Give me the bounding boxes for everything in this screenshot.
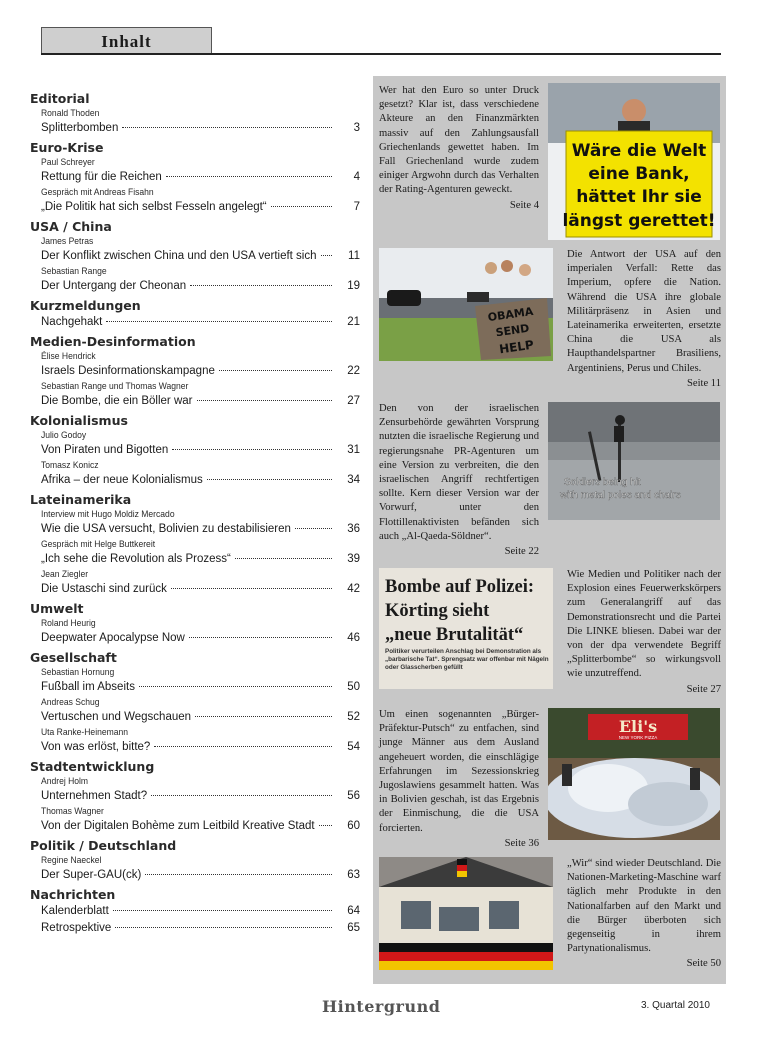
photo-flotilla [548, 402, 720, 520]
toc-page-number: 21 [347, 316, 360, 328]
teaser-page[interactable]: Seite 22 [504, 546, 539, 558]
toc-leader-dots [151, 795, 332, 796]
header-tab [41, 27, 212, 54]
toc-entry-title: „Die Politik hat sich selbst Fesseln angelegt“ [41, 201, 267, 213]
photo-obama-send-help [379, 248, 553, 361]
toc-leader-dots [115, 927, 332, 928]
toc-section-heading: Euro-Krise [30, 140, 104, 155]
toc-entry[interactable] [41, 363, 360, 380]
toc-page-number: 64 [347, 905, 360, 917]
toc-leader-dots [271, 206, 332, 207]
toc-section-heading: USA / China [30, 219, 112, 234]
toc-leader-dots [139, 686, 332, 687]
toc-entry[interactable] [41, 278, 360, 295]
toc-entry[interactable] [41, 551, 360, 568]
toc-author: Regine Naeckel [41, 855, 102, 865]
teaser-text: Den von der israelischen Zensurbehörde gewährten Vorsprung nutzten die israelische Regierung und regierungsnahe PR-Agenturen um eine Version zu verbreiten, die den israelischen Angriff rechtfertigen sollte. Kern dieser Version war der Vorwurf, unter den Flottillenaktivisten befänden sich auch „Al-Qaeda-Söldner“. [379, 403, 539, 542]
toc-entry[interactable] [41, 788, 360, 805]
toc-entry-title: Wie die USA versucht, Bolivien zu destabilisieren [41, 523, 291, 535]
toc-section-heading: Kolonialismus [30, 413, 128, 428]
toc-entry[interactable] [41, 314, 360, 331]
toc-author: Uta Ranke-Heinemann [41, 727, 129, 737]
toc-author: Tomasz Konicz [41, 460, 99, 470]
sign-line-3: hättet Ihr sie [576, 187, 702, 207]
toc-leader-dots [189, 637, 332, 638]
toc-page-number: 52 [347, 711, 360, 723]
toc-leader-dots [195, 716, 332, 717]
toc-page-number: 63 [347, 869, 360, 881]
toc-page-number: 65 [347, 922, 360, 934]
toc-page-number: 60 [347, 820, 360, 832]
header-rule [41, 53, 721, 55]
photo-riot [548, 708, 720, 840]
toc-leader-dots [145, 874, 332, 875]
toc-page-number: 56 [347, 790, 360, 802]
toc-page-number: 4 [353, 171, 360, 183]
toc-author: Andreas Schug [41, 697, 100, 707]
toc-page-number: 50 [347, 681, 360, 693]
header-title: Inhalt [101, 32, 152, 51]
toc-entry-title: Rettung für die Reichen [41, 171, 162, 183]
teaser-page[interactable]: Seite 50 [686, 958, 721, 970]
toc-entry[interactable] [41, 630, 360, 647]
obama-line-1: OBAMA [486, 304, 535, 325]
toc-entry-title: Kalenderblatt [41, 905, 109, 917]
toc-entry[interactable] [41, 818, 360, 835]
toc-page-number: 11 [348, 250, 360, 262]
toc-entry-title: Die Ustaschi sind zurück [41, 583, 167, 595]
toc-page-number: 42 [347, 583, 360, 595]
toc-entry-title: Israels Desinformationskampagne [41, 365, 215, 377]
toc-entry[interactable] [41, 867, 360, 884]
toc-leader-dots [219, 370, 332, 371]
toc-page-number: 3 [353, 122, 360, 134]
toc-page-number: 19 [347, 280, 360, 292]
toc-entry-title: Splitterbomben [41, 122, 119, 134]
toc-section-heading: Lateinamerika [30, 492, 132, 507]
toc-section-heading: Umwelt [30, 601, 84, 616]
teaser-text: Die Antwort der USA auf den imperialen Verfall: Rette das Imperium, opfere die Nation. Während die USA ihre globale Militärpräsenz in Asien und Lateinamerika erweiterten, ersetzte China die USA als Haupthandelspartner Brasiliens, Argentiniens, Perus und Chiles. [567, 249, 721, 374]
footer-magazine-name: Hintergrund [322, 997, 441, 1016]
toc-page-number: 27 [347, 395, 360, 407]
photo-german-flags [379, 857, 553, 970]
flag-left [457, 859, 467, 877]
toc-section-heading: Stadtentwicklung [30, 759, 155, 774]
toc-entry[interactable] [41, 709, 360, 726]
toc-author: Sebastian Range und Thomas Wagner [41, 381, 189, 391]
toc-page-number: 46 [347, 632, 360, 644]
toc-page-number: 39 [347, 553, 360, 565]
toc-entry[interactable] [41, 199, 360, 216]
teaser-euro [379, 84, 539, 211]
toc-leader-dots [171, 588, 332, 589]
toc-entry[interactable] [41, 521, 360, 538]
toc-leader-dots [166, 176, 332, 177]
toc-author: Jean Ziegler [41, 569, 89, 579]
toc-leader-dots [207, 479, 332, 480]
toc-entry-title: Unternehmen Stadt? [41, 790, 148, 802]
toc-entry-title: Der Konflikt zwischen China und den USA vertieft sich [41, 250, 317, 262]
toc-entry[interactable] [41, 120, 360, 137]
sign-line-1: Wäre die Welt [571, 141, 707, 161]
flotilla-caption-1: Soldiers being hit [564, 477, 641, 488]
toc-entry-title: Die Bombe, die ein Böller war [41, 395, 193, 407]
toc-author: Paul Schreyer [41, 157, 95, 167]
toc-leader-dots [321, 255, 333, 256]
sign-line-4: längst gerettet! [562, 211, 716, 231]
toc-section-heading: Medien-Desinformation [30, 334, 196, 349]
toc-entry[interactable] [41, 442, 360, 459]
toc-leader-dots [295, 528, 332, 529]
toc-author: Ronald Thoden [41, 108, 100, 118]
teaser-text: Wie Medien und Politiker nach der Explosion eines Feuerwerkskörpers zum Generalangriff auf das Demonstrationsrecht und die Partei Die LINKE bliesen. Dabei war der von der dpa verwendete Begriff „Splitterbombe“ so wirkungsvoll wie unzutreffend. [567, 569, 721, 680]
riot-sign-2: NEW YORK PIZZA [618, 735, 658, 740]
riot-sign: Eli's [618, 717, 658, 736]
toc-entry-title: „Ich sehe die Revolution als Prozess“ [41, 553, 231, 565]
toc-author: Élise Hendrick [41, 351, 96, 361]
teaser-israel [379, 402, 539, 557]
toc-author: Roland Heurig [41, 618, 96, 628]
toc-leader-dots [113, 910, 332, 911]
clipping-headline-1: Bombe auf Polizei: [385, 577, 535, 597]
footer-issue: 3. Quartal 2010 [641, 1000, 710, 1011]
toc-leader-dots [197, 400, 333, 401]
toc-section-heading: Gesellschaft [30, 650, 117, 665]
clipping-headline-2: Körting sieht [385, 601, 490, 621]
photo-protest-sign [548, 83, 720, 240]
toc-section-heading: Editorial [30, 91, 90, 106]
toc-entry[interactable] [41, 581, 360, 598]
toc-page-number: 22 [347, 365, 360, 377]
teaser-bolivien [379, 708, 539, 849]
toc-author: Julio Godoy [41, 430, 87, 440]
toc-entry-title: Vertuschen und Wegschauen [41, 711, 192, 723]
toc-author: Gespräch mit Helge Buttkereit [41, 539, 156, 549]
toc-entry-title: Fußball im Abseits [41, 681, 135, 693]
toc-entry[interactable] [41, 248, 360, 265]
toc-leader-dots [319, 825, 332, 826]
toc-page-number: 34 [347, 474, 360, 486]
teaser-splitterbombe [567, 568, 721, 695]
teaser-text: Um einen sogenannten „Bürger-Präfektur-Putsch“ zu entfachen, sind junge Männer aus dem Ausland angeheuert worden, die einschlägige Erfahrungen im Sezessionskrieg Jugoslawiens gesammelt hatten. Was in Bolivien geschah, ist das Ergebnis der Einmischung, die die USA forcierten. [379, 709, 539, 834]
teaser-page[interactable]: Seite 11 [686, 377, 721, 389]
toc-entry[interactable] [41, 903, 360, 920]
toc-entry-title: Der Untergang der Cheonan [41, 280, 187, 292]
teaser-text: Wer hat den Euro so unter Druck gesetzt? Klar ist, dass verschiedene Akteure an den Finanzmärkten massiv auf den Zahlungsausfall Griechenlands gewettet haben. Im Fall Griechenland wurde zudem einiger Argwohn durch das Verhalten der Rating-Agenturen geweckt. [379, 85, 539, 196]
teaser-usa-china [567, 248, 721, 389]
teaser-panel [373, 76, 726, 984]
toc-author: Gespräch mit Andreas Fisahn [41, 187, 154, 197]
toc-entry[interactable] [41, 169, 360, 186]
toc-leader-dots [235, 558, 332, 559]
toc-entry[interactable] [41, 393, 360, 410]
toc-author: Sebastian Range [41, 266, 107, 276]
toc-leader-dots [122, 127, 332, 128]
teaser-page[interactable]: Seite 4 [509, 199, 539, 211]
toc-section-heading: Nachrichten [30, 887, 116, 902]
teaser-deutschland [567, 857, 721, 969]
clipping-headline-3: „neue Brutalität“ [385, 625, 524, 645]
teaser-page[interactable]: Seite 27 [686, 683, 721, 695]
toc-author: Sebastian Hornung [41, 667, 115, 677]
toc-entry-title: Deepwater Apocalypse Now [41, 632, 185, 644]
toc-page-number: 54 [347, 741, 360, 753]
teaser-page[interactable]: Seite 36 [504, 837, 539, 849]
toc-entry[interactable] [41, 472, 360, 489]
toc-leader-dots [172, 449, 332, 450]
toc-entry-title: Nachgehakt [41, 316, 103, 328]
toc-section-heading: Kurzmeldungen [30, 298, 141, 313]
toc-entry[interactable] [41, 920, 360, 937]
toc-entry-title: Von was erlöst, bitte? [41, 741, 151, 753]
table-of-contents [30, 90, 360, 937]
toc-section-heading: Politik / Deutschland [30, 838, 177, 853]
toc-page-number: 36 [347, 523, 360, 535]
toc-entry-title: Von Piraten und Bigotten [41, 444, 169, 456]
toc-leader-dots [154, 746, 332, 747]
flotilla-caption-2: with metal poles and chairs [560, 490, 681, 501]
toc-entry-title: Der Super-GAU(ck) [41, 869, 142, 881]
obama-line-2: SEND [494, 321, 531, 340]
toc-entry-title: Afrika – der neue Kolonialismus [41, 474, 203, 486]
toc-entry-title: Von der Digitalen Bohème zum Leitbild Kreative Stadt [41, 820, 315, 832]
flag-banner [379, 943, 553, 970]
toc-author: James Petras [41, 236, 94, 246]
toc-entry[interactable] [41, 679, 360, 696]
teaser-text: „Wir“ sind wieder Deutschland. Die Nationen-Marketing-Maschine warf täglich mehr Produkte in den Nationalfarben auf den Markt und die Bürger überboten sich gegenseitig in ihrem Partynationalismus. [567, 858, 721, 955]
photo-newspaper-clipping [379, 568, 553, 689]
toc-page-number: 31 [347, 444, 360, 456]
toc-leader-dots [106, 321, 332, 322]
sign-line-2: eine Bank, [588, 164, 690, 184]
protest-sign-image [548, 83, 720, 240]
toc-entry[interactable] [41, 739, 360, 756]
toc-author: Interview mit Hugo Moldiz Mercado [41, 509, 175, 519]
obama-line-3: HELP [498, 337, 535, 357]
toc-leader-dots [190, 285, 332, 286]
toc-page-number: 7 [353, 201, 360, 213]
clipping-subline: Politiker verurteilen Anschlag bei Demonstration als „barbarische Tat“. Sprengsatz war offenbar mit Nägeln oder Glasscherben gefüllt [385, 648, 549, 671]
toc-author: Andrej Holm [41, 776, 89, 786]
toc-author: Thomas Wagner [41, 806, 104, 816]
toc-entry-title: Retrospektive [41, 922, 112, 934]
